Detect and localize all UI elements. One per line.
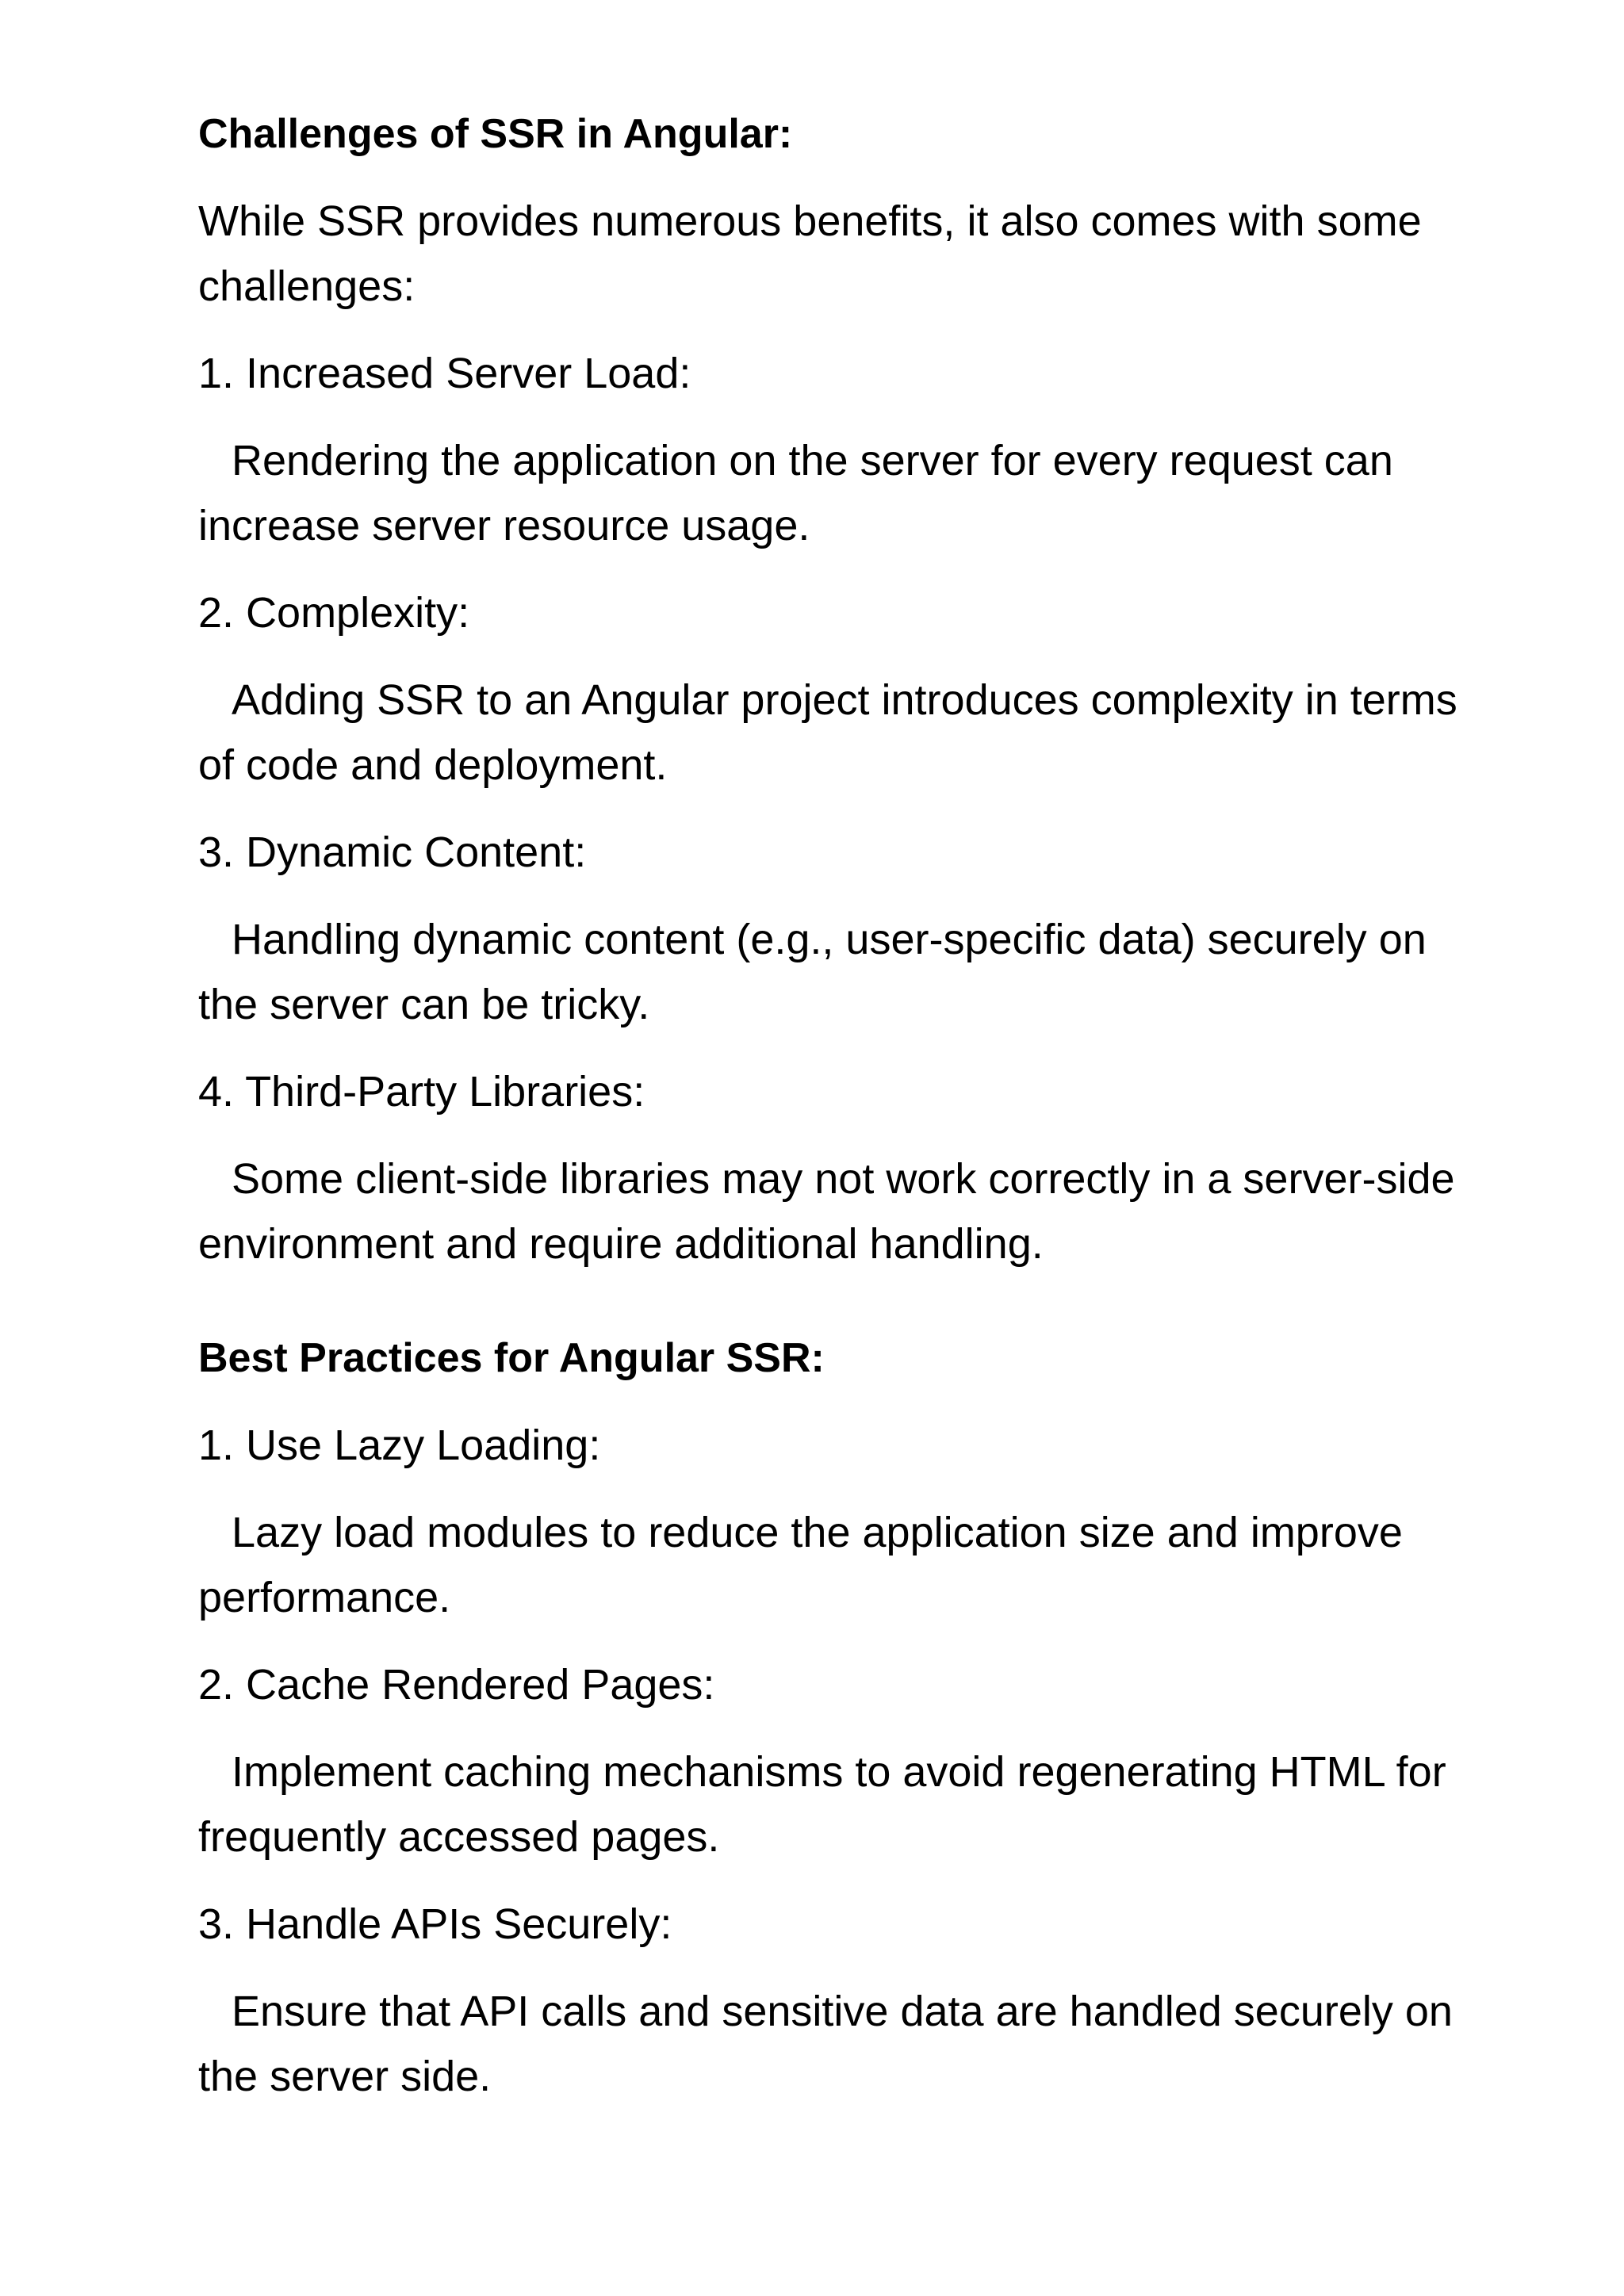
document-page: [198, 101, 1467, 2131]
challenge-item-body: Rendering the application on the server for every request can increase server resource usage.: [198, 437, 1393, 549]
section-heading-best-practices: Best Practices for Angular SSR:: [198, 1335, 825, 1381]
challenge-item-title: 2. Complexity:: [198, 589, 470, 637]
challenge-item-title: 3. Dynamic Content:: [198, 828, 587, 876]
practice-item-title: 3. Handle APIs Securely:: [198, 1900, 672, 1948]
practice-item-body: Lazy load modules to reduce the application size and improve performance.: [198, 1509, 1403, 1621]
challenge-item-body: Adding SSR to an Angular project introduces complexity in terms of code and deployment.: [198, 676, 1457, 789]
practice-item-title: 2. Cache Rendered Pages:: [198, 1661, 715, 1709]
section-spacer: [198, 1299, 1467, 1326]
challenge-item-title: 4. Third-Party Libraries:: [198, 1068, 645, 1115]
practice-item-body: Implement caching mechanisms to avoid regenerating HTML for frequently accessed pages.: [198, 1748, 1446, 1861]
section-heading-challenges: Challenges of SSR in Angular:: [198, 111, 793, 157]
challenge-item-title: 1. Increased Server Load:: [198, 350, 691, 397]
practice-item-title: 1. Use Lazy Loading:: [198, 1422, 601, 1469]
practice-item-body: Ensure that API calls and sensitive data are handled securely on the server side.: [198, 1988, 1453, 2100]
challenge-item-body: Some client-side libraries may not work correctly in a server-side environment and require additional handling.: [198, 1155, 1455, 1268]
intro-paragraph: While SSR provides numerous benefits, it also comes with some challenges:: [198, 197, 1422, 310]
challenge-item-body: Handling dynamic content (e.g., user-specific data) securely on the server can be tricky.: [198, 916, 1427, 1028]
